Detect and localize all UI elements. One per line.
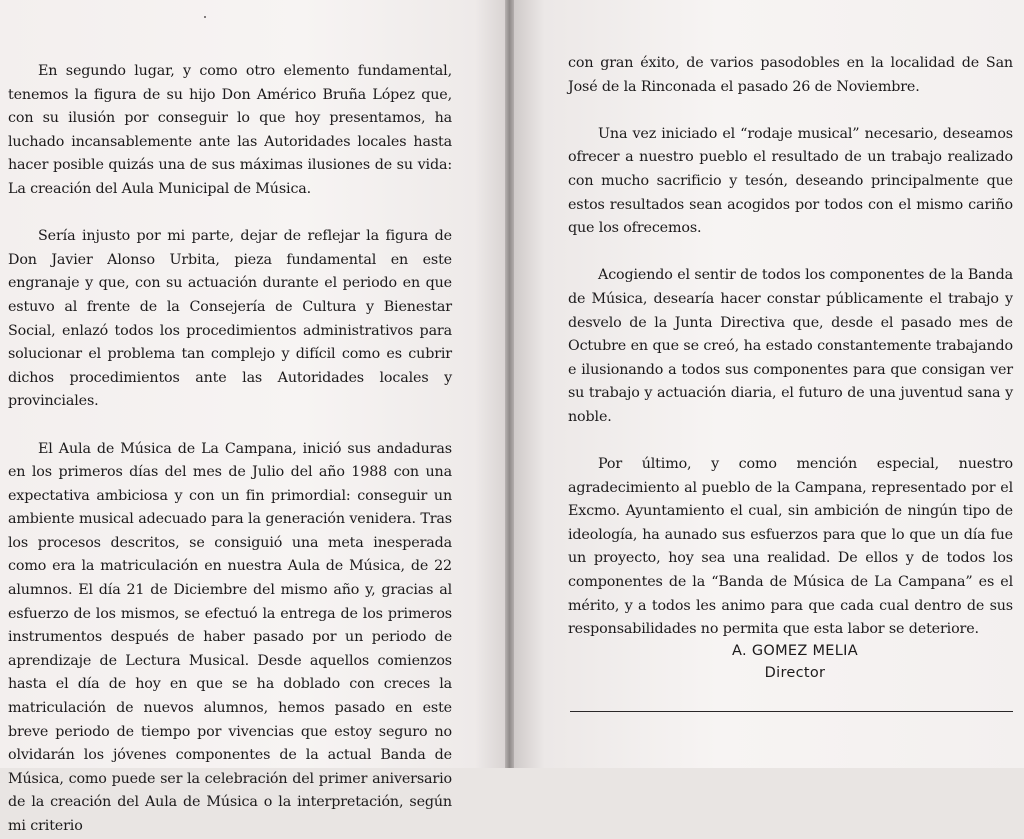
paragraph-rodaje-musical: Una vez iniciado el “rodaje musical” necesario, deseamos ofrecer a nuestro pueblo el resultado de un trabajo realizado con mucho sacrificio y tesón, deseando principalmente que estos resultados sean acogidos por todos con el mismo cariño que los ofrecemos. [568, 125, 1013, 237]
paragraph-javier-alonso: Sería injusto por mi parte, dejar de reflejar la figura de Don Javier Alonso Urbita, pieza fundamental en este engranaje y que, con su actuación durante el periodo en que estuvo al frente de la Consejería de Cultura y Bienestar Social, enlazó todos los procedimientos administrativos para solucionar el problema tan complejo y difícil como es cubrir dichos procedimientos ante las Autoridades locales y provinciales. [8, 228, 452, 410]
paragraph-aula-de-musica: El Aula de Música de La Campana, inició sus andaduras en los primeros días del mes de Julio del año 1988 con una expectativa ambiciosa y con un fin primordial: conseguir un ambiente musical adecuado para la generación venidera. Tras los procesos descritos, se consiguió una meta inesperada como era la matriculación en nuestra Aula de Música, de 22 alumnos. El día 21 de Diciembre del mismo año y, gracias al esfuerzo de los mismos, se efectuó la entrega de los primeros instrumentos después de haber pasado por un periodo de aprendizaje de Lectura Musical. Desde aquellos comienzos hasta el día de hoy en que se ha doblado con creces la matriculación de nuevos alumnos, hemos pasado en este breve periodo de tiempo por vivencias que estoy seguro no olvidarán los jóvenes componentes de la actual Banda de Música, como puede ser la celebración del primer aniversario de la creación del Aula de Música o la interpretación, según mi criterio [8, 440, 452, 834]
signature-name: A. GOMEZ MELIA [732, 643, 858, 659]
book-gutter [505, 0, 514, 768]
signature-block [700, 640, 890, 684]
paragraph-americo-bruna: En segundo lugar, y como otro elemento fundamental, tenemos la figura de su hijo Don Américo Bruña López que, con su ilusión por conseguir lo que hoy presentamos, ha luchado incansablemente ante las Autoridades locales hasta hacer posible quizás una de sus máximas ilusiones de su vida: La creación del Aula Municipal de Música. [8, 63, 452, 197]
paragraph-continuation: con gran éxito, de varios pasodobles en la localidad de San José de la Rinconada el pasado 26 de Noviembre. [568, 55, 1013, 95]
paper-speck [204, 16, 206, 18]
signature-role: Director [764, 665, 826, 681]
paragraph-junta-directiva: Acogiendo el sentir de todos los componentes de la Banda de Música, desearía hacer constar públicamente el trabajo y desvelo de la Junta Directiva que, desde el pasado mes de Octubre en que se creó, ha estado constantemente trabajando e ilusionando a todos sus componentes para que consigan ver su trabajo y actuación diaria, el futuro de una juventud sana y noble. [568, 267, 1013, 425]
paragraph-agradecimiento: Por último, y como mención especial, nuestro agradecimiento al pueblo de la Campana, representado por el Excmo. Ayuntamiento el cual, sin ambición de ningún tipo de ideología, ha aunado sus esfuerzos para que lo que un día fue un proyecto, hoy sea una realidad. De ellos y de todos los componentes de la “Banda de Música de La Campana” es el mérito, y a todos les animo para que cada cual dentro de sus responsabilidades no permita que esta labor se deteriore. [568, 456, 1013, 638]
left-page-text [8, 60, 452, 839]
footer-rule [570, 711, 1013, 712]
right-page-text [568, 52, 1013, 642]
